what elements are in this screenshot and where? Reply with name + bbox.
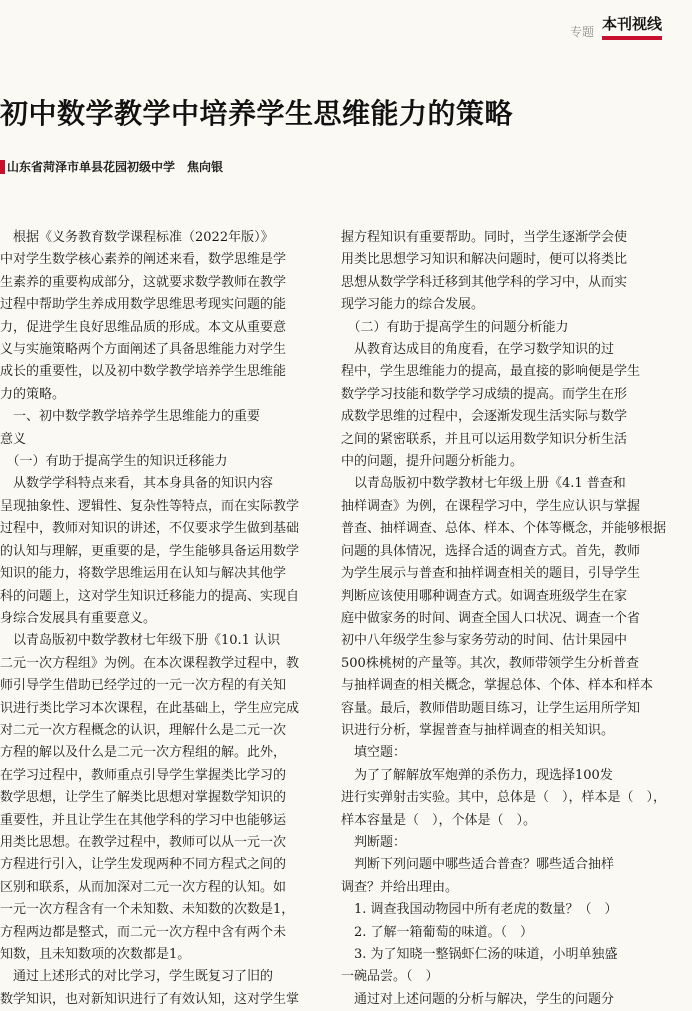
text-line: 力的策略。 — [0, 386, 66, 402]
text-line: 握方程知识有重要帮助。同时，当学生逐渐学会使 — [341, 230, 628, 245]
text-line: 识进行类比学习本次课程，在此基础上，学生应完成 — [0, 700, 300, 716]
text-line: 重要性，并且让学生在其他学科的学习中也能够运 — [0, 812, 287, 828]
text-line: 师引导学生借助已经学过的一元一次方程的有关知 — [0, 678, 287, 694]
text-line: 根据《义务教育数学课程标准（2022年版）》 — [0, 230, 274, 245]
text-line: 成数学思维的过程中，会逐渐发现生活实际与数学 — [341, 409, 628, 425]
text-line: 一元一次方程含有一个未知数、未知数的次数是1， — [0, 902, 295, 918]
text-line: 对二元一次方程概念的认识，理解什么是二元一次 — [0, 722, 287, 738]
text-line: 过程中帮助学生养成用数学思维思考现实问题的能 — [0, 297, 287, 313]
text-line: 之间的紧密联系，并且可以运用数学知识分析生活 — [341, 431, 628, 447]
text-line: 方程两边都是整式，而二元一次方程中含有两个未 — [0, 924, 287, 940]
text-line: 区别和联系，从而加深对二元一次方程的认知。如 — [0, 879, 287, 895]
section-label: 专题 — [569, 25, 594, 39]
text-line: 以青岛版初中数学教材七年级下册《10.1 认识 — [0, 633, 281, 649]
text-line: 思想从数学学科迁移到其他学科的学习中，从而实 — [341, 274, 628, 290]
text-line: 用类比思想。在教学过程中，教师可以从一元一次 — [0, 834, 287, 850]
text-line: 判断下列问题中哪些适合普查？哪些适合抽样 — [341, 857, 615, 873]
text-line: 数学知识，也对新知识进行了有效认知，这对学生掌 — [0, 991, 300, 1007]
column-label: 本刊视线 — [602, 14, 662, 40]
text-line: 呈现抽象性、逻辑性、复杂性等特点，而在实际教学 — [0, 498, 300, 514]
text-line: 初中八年级学生参与家务劳动的时间、估计果园中 — [341, 633, 628, 649]
text-line: 2. 了解一箱葡萄的味道。（ ） — [341, 924, 534, 940]
text-line: 用类比思想学习知识和解决问题时，便可以将类比 — [341, 252, 628, 268]
text-line: 知数，且未知数项的次数都是1。 — [0, 947, 191, 962]
text-line: 中对学生数学核心素养的阐述来看，数学思维是学 — [0, 252, 287, 268]
text-line: 判断应该使用哪种调查方式。如调查班级学生在家 — [341, 588, 628, 604]
text-line: 1. 调查我国动物园中所有老虎的数量？（ ） — [341, 902, 618, 918]
text-line: 从数学学科特点来看，其本身具备的知识内容 — [0, 476, 274, 492]
text-line: 科的问题上，这对学生知识迁移能力的提高、实现自 — [0, 588, 300, 604]
text-line: 识进行分析，掌握普查与抽样调查的相关知识。 — [341, 722, 615, 738]
text-line: 中的问题，提升问题分析能力。 — [341, 454, 524, 470]
text-line: （一）有助于提高学生的知识迁移能力 — [0, 454, 228, 470]
text-line: 抽样调查》为例，在课程学习中，学生应认识与掌握 — [341, 498, 641, 514]
text-line: 过程中，教师对知识的讲述，不仅要求学生做到基础 — [0, 521, 300, 537]
text-line: 义与实施策略两个方面阐述了具备思维能力对学生 — [0, 342, 287, 358]
text-line: 生素养的重要构成部分，这就要求数学教师在教学 — [0, 274, 287, 290]
text-line: 普查、抽样调查、总体、样本、个体等概念，并能够根据 — [341, 521, 667, 537]
text-line: 庭中做家务的时间、调查全国人口状况、调查一个省 — [341, 610, 641, 626]
text-line: 现学习能力的综合发展。 — [341, 297, 485, 313]
text-line: 容量。最后，教师借助题目练习，让学生运用所学知 — [341, 700, 641, 716]
text-line: 力，促进学生良好思维品质的形成。本文从重要意 — [0, 319, 287, 335]
byline-marker — [0, 160, 5, 174]
text-line: 程中，学生思维能力的提高，最直接的影响便是学生 — [341, 364, 641, 380]
text-line: 为了了解解放军炮弹的杀伤力，现选择100发 — [341, 767, 613, 783]
text-line: 数学思想，让学生了解类比思想对掌握数学知识的 — [0, 790, 287, 806]
text-line: 数学学习技能和数学学习成绩的提高。而学生在形 — [341, 386, 628, 402]
text-line: 问题的具体情况，选择合适的调查方式。首先，教师 — [341, 543, 641, 559]
text-line: 调查？并给出理由。 — [341, 879, 459, 895]
text-line: 一碗品尝。（ ） — [341, 969, 439, 985]
text-line: 500株桃树的产量等。其次，教师带领学生分析普查 — [341, 655, 639, 671]
text-line: 以青岛版初中数学教材七年级上册《4.1 普查和 — [341, 476, 626, 492]
author-byline — [0, 158, 223, 175]
page-header — [570, 14, 662, 40]
text-line: 与抽样调查的相关概念，掌握总体、个体、样本和样本 — [341, 678, 654, 694]
text-line: 样本容量是（ ），个体是（ ）。 — [341, 812, 537, 828]
text-line: 从教育达成目的角度看，在学习数学知识的过 — [341, 342, 615, 358]
text-line: 身综合发展具有重要意义。 — [0, 610, 157, 626]
text-line: 知识的能力，将数学思维运用在认知与解决其他学 — [0, 566, 287, 582]
text-line: 判断题： — [341, 834, 407, 850]
article-title: 初中数学教学中培养学生思维能力的策略 — [0, 97, 514, 130]
text-line: 通过对上述问题的分析与解决，学生的问题分 — [341, 991, 615, 1007]
text-line: 3. 为了知晓一整锅虾仁汤的味道，小明单独盛 — [341, 947, 618, 962]
text-line: 填空题： — [341, 745, 407, 761]
right-column — [341, 227, 671, 1011]
text-line: 的认知与理解，更重要的是，学生能够具备运用数学 — [0, 543, 300, 559]
text-line: 在学习过程中，教师重点引导学生掌握类比学习的 — [0, 767, 287, 783]
text-line: 二元一次方程组》为例。在本次课程教学过程中，教 — [0, 655, 300, 671]
text-line: 进行实弹射击实验。其中，总体是（ ），样本是（ ）， — [341, 790, 667, 806]
text-line: 方程的解以及什么是二元一次方程组的解。此外， — [0, 745, 287, 761]
text-line: 一、初中数学教学培养学生思维能力的重要 — [0, 409, 261, 425]
text-line: 方程进行引入，让学生发现两种不同方程式之间的 — [0, 857, 287, 873]
left-column — [0, 227, 328, 1011]
text-line: 通过上述形式的对比学习，学生既复习了旧的 — [0, 969, 274, 985]
text-line: 为学生展示与普查和抽样调查相关的题目，引导学生 — [341, 566, 641, 582]
text-line: 成长的重要性，以及初中数学教学培养学生思维能 — [0, 364, 287, 380]
text-line: 意义 — [0, 431, 27, 447]
text-line: （二）有助于提高学生的问题分析能力 — [341, 319, 569, 335]
byline-text: 山东省菏泽市单县花园初级中学 焦向银 — [7, 160, 224, 174]
